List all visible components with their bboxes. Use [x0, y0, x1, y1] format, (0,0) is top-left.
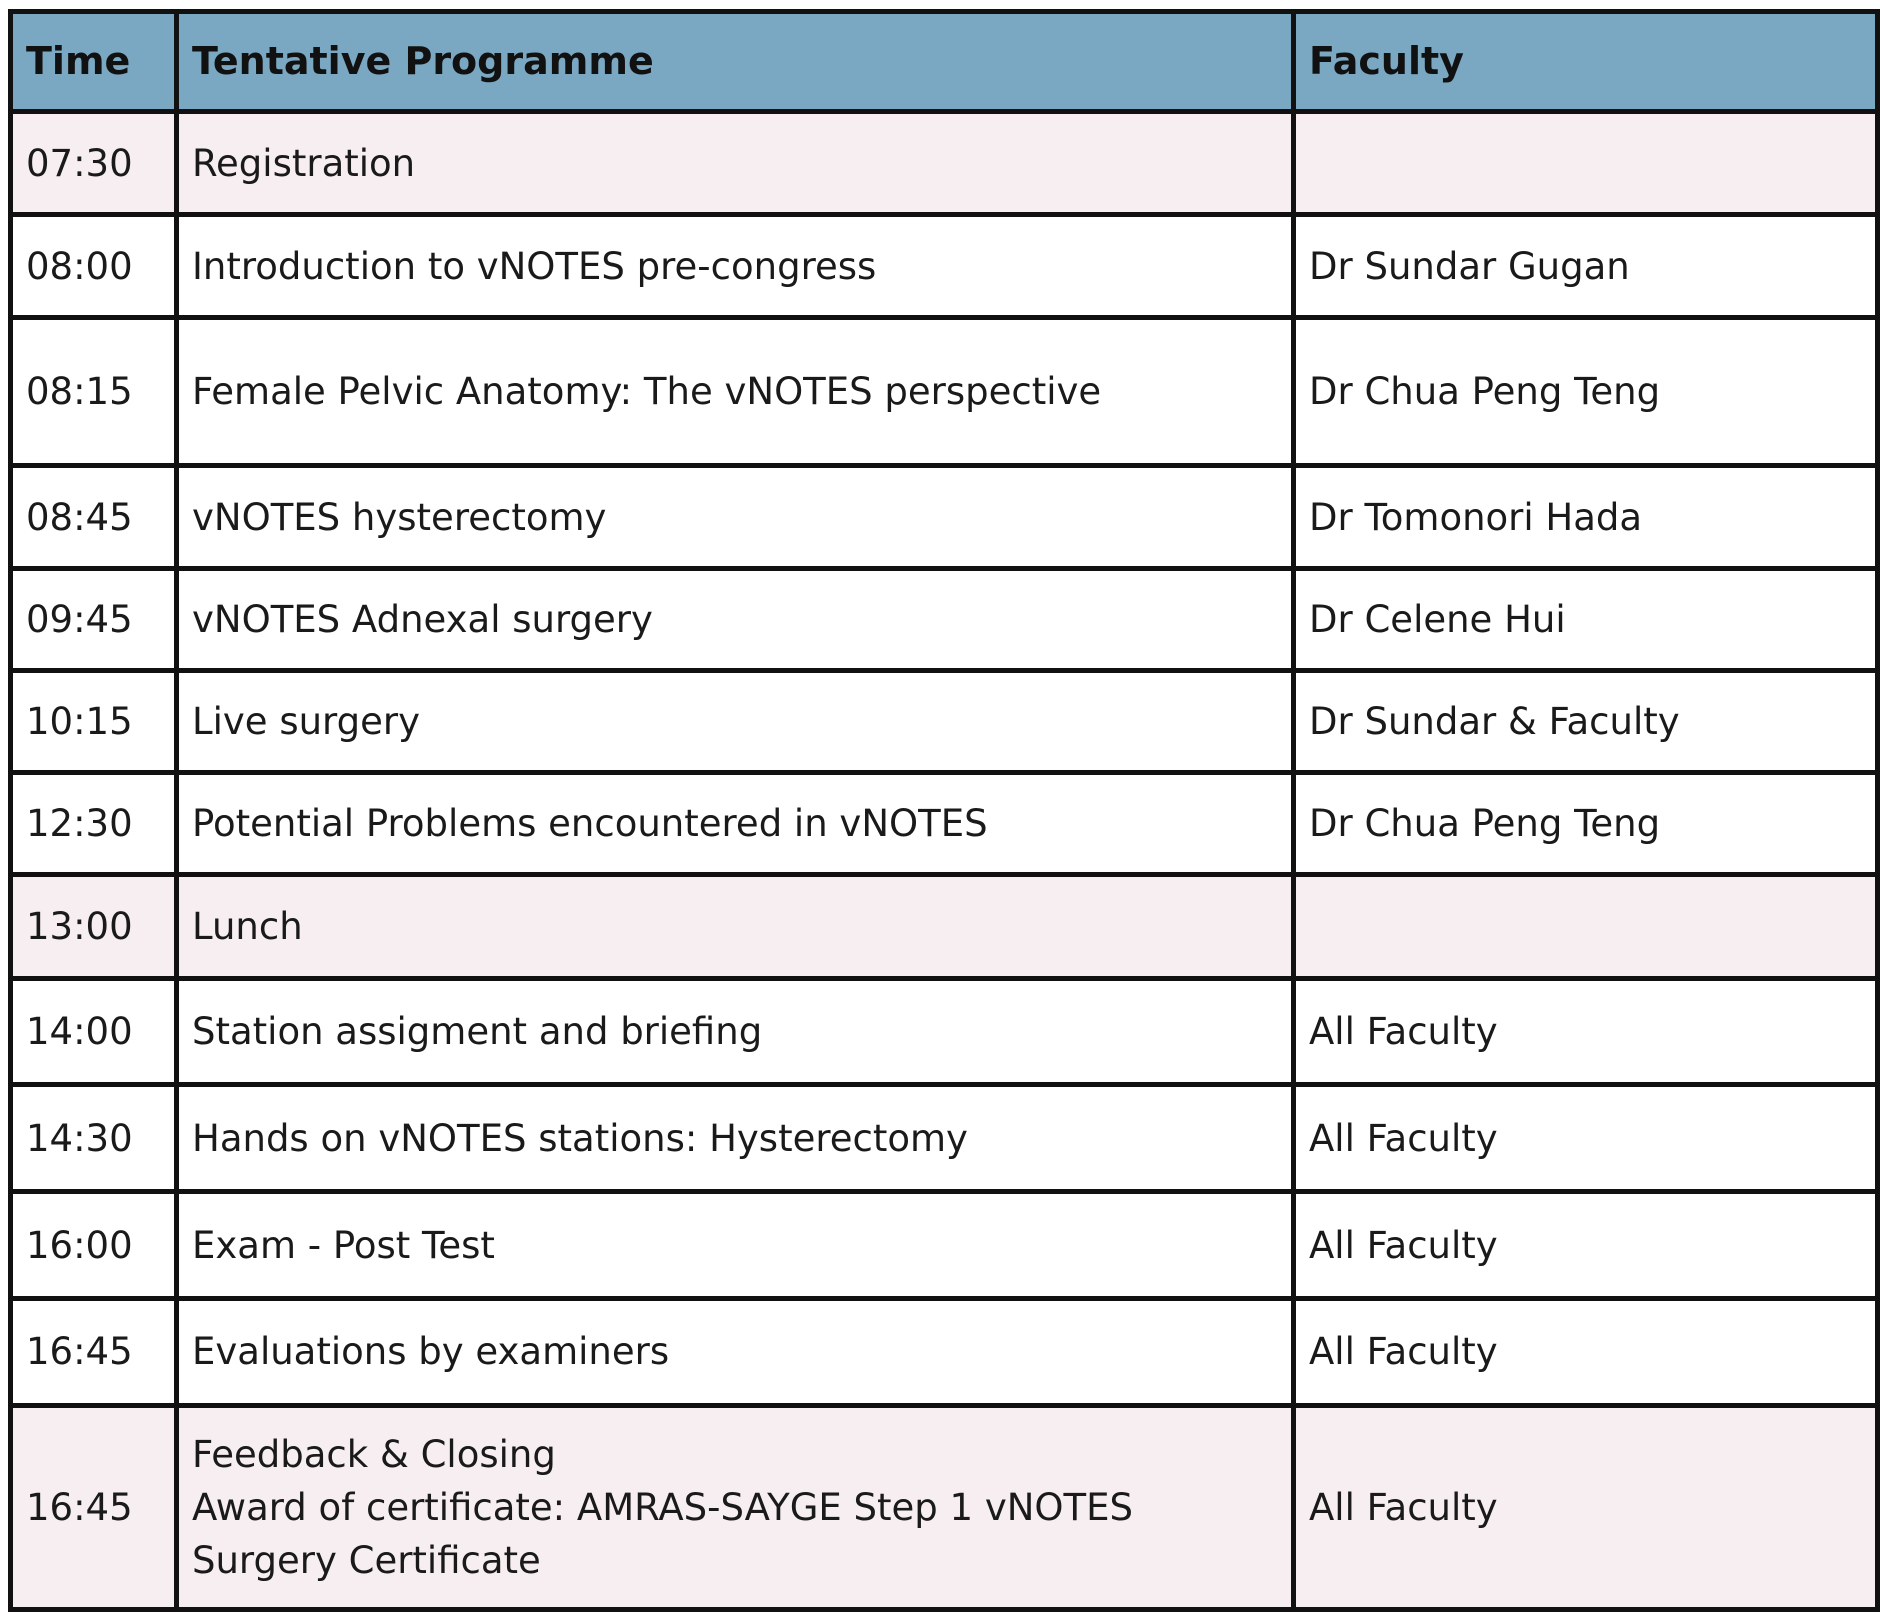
cell-faculty: Dr Sundar & Faculty	[1294, 671, 1878, 773]
table-row	[11, 318, 1878, 466]
table-row	[11, 112, 1878, 215]
cell-faculty: All Faculty	[1294, 978, 1878, 1085]
table-row	[11, 466, 1878, 569]
cell-programme	[177, 875, 1294, 978]
cell-time: 14:30	[11, 1085, 177, 1192]
programme-line: Introduction to vNOTES pre-congress	[192, 244, 877, 288]
table-row	[11, 1192, 1878, 1299]
cell-programme	[177, 466, 1294, 569]
header-programme: Tentative Programme	[177, 12, 1294, 112]
cell-time: 16:45	[11, 1299, 177, 1406]
cell-faculty: All Faculty	[1294, 1085, 1878, 1192]
table-row	[11, 569, 1878, 671]
programme-line: Lunch	[192, 904, 303, 948]
header-faculty: Faculty	[1294, 12, 1878, 112]
cell-programme	[177, 569, 1294, 671]
programme-line: Award of certificate: AMRAS-SAYGE Step 1 vNOTES	[192, 1485, 1133, 1529]
cell-programme	[177, 1299, 1294, 1406]
table-row	[11, 1085, 1878, 1192]
cell-faculty	[1294, 875, 1878, 978]
cell-time: 07:30	[11, 112, 177, 215]
cell-faculty: Dr Sundar Gugan	[1294, 215, 1878, 318]
cell-faculty: Dr Chua Peng Teng	[1294, 773, 1878, 875]
cell-programme	[177, 671, 1294, 773]
cell-faculty	[1294, 112, 1878, 215]
cell-programme	[177, 1405, 1294, 1609]
cell-time: 14:00	[11, 978, 177, 1085]
cell-time: 08:15	[11, 318, 177, 466]
cell-time: 12:30	[11, 773, 177, 875]
table-row	[11, 875, 1878, 978]
programme-line: Hands on vNOTES stations: Hysterectomy	[192, 1116, 968, 1160]
table-row	[11, 978, 1878, 1085]
cell-programme	[177, 215, 1294, 318]
cell-programme	[177, 978, 1294, 1085]
cell-programme	[177, 1192, 1294, 1299]
programme-table	[8, 9, 1880, 1612]
table-row	[11, 215, 1878, 318]
cell-faculty: All Faculty	[1294, 1299, 1878, 1406]
cell-programme	[177, 773, 1294, 875]
cell-programme	[177, 318, 1294, 466]
cell-programme	[177, 112, 1294, 215]
programme-line: Station assigment and briefing	[192, 1009, 763, 1053]
cell-programme	[177, 1085, 1294, 1192]
cell-faculty: Dr Tomonori Hada	[1294, 466, 1878, 569]
table-row	[11, 1299, 1878, 1406]
table-row	[11, 773, 1878, 875]
header-time: Time	[11, 12, 177, 112]
programme-line: Exam - Post Test	[192, 1223, 495, 1267]
header-row	[11, 12, 1878, 112]
programme-line: Potential Problems encountered in vNOTES	[192, 802, 988, 846]
cell-time: 09:45	[11, 569, 177, 671]
cell-time: 16:45	[11, 1405, 177, 1609]
programme-line: Feedback & Closing	[192, 1432, 556, 1476]
programme-line: vNOTES hysterectomy	[192, 495, 607, 539]
programme-line: Evaluations by examiners	[192, 1330, 670, 1374]
cell-time: 13:00	[11, 875, 177, 978]
programme-line: Live surgery	[192, 700, 420, 744]
cell-time: 08:00	[11, 215, 177, 318]
cell-time: 10:15	[11, 671, 177, 773]
cell-faculty: Dr Chua Peng Teng	[1294, 318, 1878, 466]
cell-time: 16:00	[11, 1192, 177, 1299]
table-row	[11, 671, 1878, 773]
cell-faculty: All Faculty	[1294, 1192, 1878, 1299]
table-row	[11, 1405, 1878, 1609]
programme-line: vNOTES Adnexal surgery	[192, 598, 653, 642]
programme-line: Female Pelvic Anatomy: The vNOTES perspective	[192, 370, 1102, 414]
cell-faculty: Dr Celene Hui	[1294, 569, 1878, 671]
cell-faculty: All Faculty	[1294, 1405, 1878, 1609]
cell-time: 08:45	[11, 466, 177, 569]
programme-rows	[11, 112, 1878, 1610]
programme-line: Registration	[192, 141, 416, 185]
programme-line: Surgery Certificate	[192, 1538, 541, 1582]
